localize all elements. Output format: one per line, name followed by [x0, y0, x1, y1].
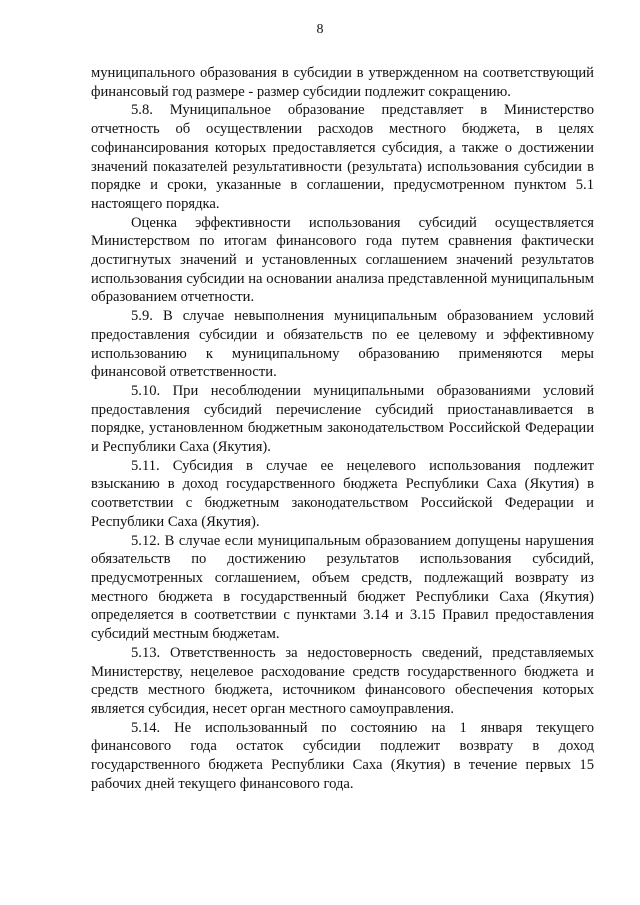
- document-body: [91, 64, 594, 793]
- paragraph-5-13: 5.13. Ответственность за недостоверность сведений, представляемых Министерству, нецелевое расходование средств государственного бюджета и средств местного бюджета, источником финансового обеспечения которых является субсидия, несет орган местного самоуправления.: [91, 644, 594, 717]
- paragraph-continuation: муниципального образования в субсидии в утвержденном на соответствующий финансовый год размере - размер субсидии подлежит сокращению.: [91, 65, 594, 100]
- page-number: 8: [316, 22, 324, 37]
- paragraph-5-10: 5.10. При несоблюдении муниципальными образованиями условий предоставления субсидий перечисление субсидий приостанавливается в порядке, установленном бюджетным законодательством Российской Федерации и Республики Саха (Якутия).: [91, 382, 594, 456]
- paragraph-5-12: 5.12. В случае если муниципальным образованием допущены нарушения обязательств по достижению результатов использования субсидий, предусмотренных соглашением, объем средств, подлежащий возврату из местного бюджета в государственный бюджет Республики Саха (Якутия) определяется в соответствии с пунктами 3.14 и 3.15 Правил предоставления субсидий местным бюджетам.: [91, 532, 594, 643]
- paragraph-evaluation: Оценка эффективности использования субсидий осуществляется Министерством по итогам финансового года путем сравнения фактически достигнутых значений и установленных соглашением значений результатов использования субсидии на основании анализа представленной муниципальным образованием отчетности.: [91, 214, 594, 306]
- paragraph-5-14: 5.14. Не использованный по состоянию на 1 января текущего финансового года остаток субсидии подлежит возврату в доход государственного бюджета Республики Саха (Якутия) в течение первых 15 рабочих дней текущего финансового года.: [91, 719, 594, 792]
- paragraph-5-11: 5.11. Субсидия в случае ее нецелевого использования подлежит взысканию в доход государственного бюджета Республики Саха (Якутия) в соответствии с бюджетным законодательством Российской Федерации и Республики Саха (Якутия).: [91, 457, 594, 530]
- paragraph-5-8: 5.8. Муниципальное образование представляет в Министерство отчетность об осуществлении расходов местного бюджета, в целях софинансирования которых предоставляется субсидия, а также о достижении значений показателей результативности (результата) использования субсидии в порядке и сроки, указанные в соглашении, предусмотренном пунктом 5.1 настоящего порядка.: [91, 102, 594, 212]
- paragraph-5-9: 5.9. В случае невыполнения муниципальным образованием условий предоставления субсидии и обязательств по ее целевому и эффективному использованию к муниципальному образованию применяются меры финансовой ответственности.: [91, 308, 594, 381]
